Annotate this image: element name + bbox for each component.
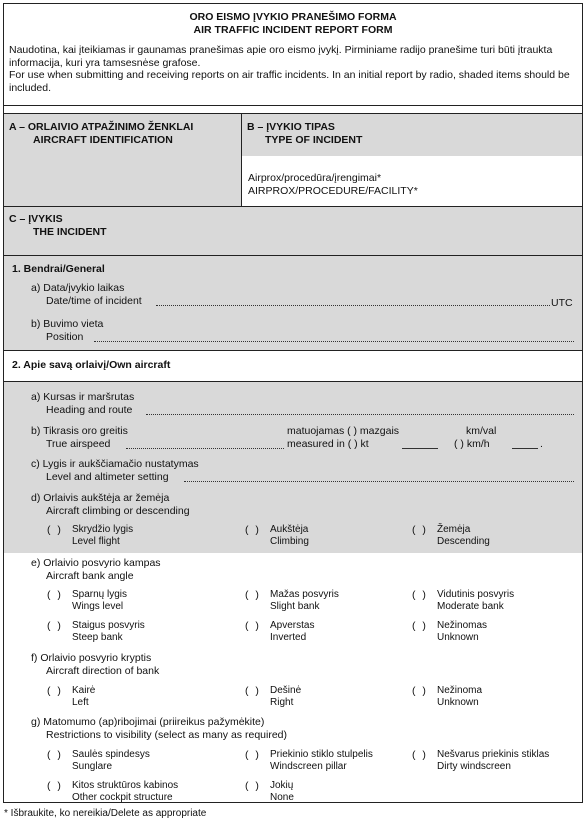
section-c-title-lt: C – ĮVYKIS <box>9 213 63 225</box>
form-title-en: AIR TRAFFIC INCIDENT REPORT FORM <box>193 24 393 36</box>
km-per-hour-checkbox[interactable]: ( ) km/h <box>454 438 490 450</box>
section-b-title-lt: B – ĮVYKIO TIPAS <box>247 121 335 133</box>
checkbox[interactable]: ( ) <box>245 620 261 632</box>
checkbox[interactable]: ( ) <box>47 620 63 632</box>
section-a <box>4 113 242 206</box>
option-lt: Aukštėja <box>270 524 309 535</box>
checkbox[interactable]: ( ) <box>47 780 63 792</box>
option-lt: Nešvarus priekinis stiklas <box>437 749 550 760</box>
option-en: Slight bank <box>270 601 320 612</box>
option-en: Steep bank <box>72 632 123 643</box>
option-lt: Kitos struktūros kabinos <box>72 780 179 791</box>
option-lt: Nežinomas <box>437 620 488 631</box>
climb-descend-label-lt: d) Orlaivis aukštėja ar žemėja <box>31 492 170 504</box>
own-aircraft-shaded <box>4 382 582 553</box>
option-en: Windscreen pillar <box>270 761 347 772</box>
option-lt: Dešinė <box>270 685 302 696</box>
airspeed-measured-lt: matuojamas ( ) mazgais <box>287 425 400 437</box>
checkbox[interactable]: ( ) <box>47 749 63 761</box>
option-en: Dirty windscreen <box>437 761 511 772</box>
checkbox[interactable]: ( ) <box>412 620 428 632</box>
airspeed-label <box>31 425 128 451</box>
option-lt: Priekinio stiklo stulpelis <box>270 749 373 760</box>
heading-route-label-en: Heading and route <box>46 404 133 416</box>
date-time-field[interactable] <box>156 296 550 306</box>
form-title <box>4 11 582 37</box>
heading-route-label <box>31 391 134 417</box>
incident-type-option-en: AIRPROX/PROCEDURE/FACILITY* <box>248 185 418 197</box>
section-c-title <box>9 213 107 239</box>
general-section <box>4 256 582 350</box>
level-altimeter-label-en: Level and altimeter setting <box>46 471 169 483</box>
km-per-hour-lt: km/val <box>466 425 497 437</box>
checkbox[interactable]: ( ) <box>245 780 261 792</box>
incident-type-option[interactable] <box>248 172 418 198</box>
divider <box>4 105 582 106</box>
level-altimeter-field[interactable] <box>184 472 574 482</box>
date-time-label <box>31 282 142 308</box>
section-a-title <box>9 121 193 147</box>
position-label-en: Position <box>46 331 84 343</box>
airspeed-unit-label <box>287 425 399 451</box>
climb-descend-label-en: Aircraft climbing or descending <box>46 505 190 517</box>
option-lt: Staigus posvyris <box>72 620 145 631</box>
intro-en: For use when submitting and receiving reports on air traffic incidents. In an initial report by radio, shaded items should be included. <box>9 69 570 94</box>
airspeed-period: . <box>540 438 543 450</box>
airspeed-field[interactable] <box>126 439 284 449</box>
bank-direction-label <box>31 652 159 678</box>
option-en: Descending <box>437 536 490 547</box>
option-lt: Jokių <box>270 780 294 791</box>
airspeed-measured-en: measured in ( ) kt <box>287 438 369 450</box>
option-en: Left <box>72 697 89 708</box>
incident-type-option-lt: Airprox/procedūra/įrengimai* <box>248 172 382 184</box>
checkbox[interactable]: ( ) <box>412 589 428 601</box>
checkbox[interactable]: ( ) <box>245 749 261 761</box>
checkbox[interactable]: ( ) <box>245 589 261 601</box>
option-en: Right <box>270 697 294 708</box>
option-en: Unknown <box>437 632 479 643</box>
checkbox[interactable]: ( ) <box>47 524 63 536</box>
section-b-header <box>242 113 582 156</box>
option-lt: Saulės spindesys <box>72 749 150 760</box>
bank-direction-label-en: Aircraft direction of bank <box>46 665 160 677</box>
intro-lt: Naudotina, kai įteikiamas ir gaunamas pranešimas apie oro eismo įvykį. Pirminiame radijo pranešime turi būti įtraukta informacija, kuri yra tamsesnėse grafose. <box>9 44 553 69</box>
option-en: Level flight <box>72 536 120 547</box>
divider <box>4 113 582 114</box>
section-b-title-en: TYPE OF INCIDENT <box>265 134 363 146</box>
checkbox[interactable]: ( ) <box>412 749 428 761</box>
heading-route-field[interactable] <box>146 405 574 415</box>
option-en: None <box>270 792 294 803</box>
general-heading: 1. Bendrai/General <box>12 263 105 275</box>
section-c <box>4 207 582 255</box>
option-lt: Vidutinis posvyris <box>437 589 515 600</box>
level-altimeter-label-lt: c) Lygis ir aukščiamačio nustatymas <box>31 458 199 470</box>
bank-angle-label-lt: e) Orlaivio posvyrio kampas <box>31 557 161 569</box>
option-lt: Sparnų lygis <box>72 589 128 600</box>
footnote: * Išbraukite, ko nereikia/Delete as appropriate <box>4 808 207 819</box>
option-lt: Kairė <box>72 685 96 696</box>
visibility-label <box>31 716 287 742</box>
option-lt: Apverstas <box>270 620 315 631</box>
section-b-title <box>247 121 362 147</box>
date-time-label-en: Date/time of incident <box>46 295 142 307</box>
checkbox[interactable]: ( ) <box>245 685 261 697</box>
airspeed-label-lt: b) Tikrasis oro greitis <box>31 425 128 437</box>
divider <box>4 350 582 351</box>
climb-descend-label <box>31 492 190 518</box>
utc-unit: UTC <box>551 297 573 309</box>
form-title-lt: ORO EISMO ĮVYKIO PRANEŠIMO FORMA <box>189 11 397 23</box>
section-a-title-en: AIRCRAFT IDENTIFICATION <box>33 134 173 146</box>
checkbox[interactable]: ( ) <box>412 524 428 536</box>
section-a-title-lt: A – ORLAIVIO ATPAŽINIMO ŽENKLAI <box>9 121 194 133</box>
bank-angle-label <box>31 557 161 583</box>
option-en: Sunglare <box>72 761 113 772</box>
form-intro <box>9 44 579 94</box>
checkbox[interactable]: ( ) <box>245 524 261 536</box>
checkbox[interactable]: ( ) <box>47 589 63 601</box>
option-en: Wings level <box>72 601 124 612</box>
section-c-title-en: THE INCIDENT <box>33 226 107 238</box>
option-en: Unknown <box>437 697 479 708</box>
option-en: Other cockpit structure <box>72 792 173 803</box>
bank-direction-label-lt: f) Orlaivio posvyrio kryptis <box>31 652 152 664</box>
position-label <box>31 318 103 344</box>
visibility-label-lt: g) Matomumo (ap)ribojimai (priireikus pažymėkite) <box>31 716 265 728</box>
visibility-label-en: Restrictions to visibility (select as many as required) <box>46 729 287 741</box>
airspeed-label-en: True airspeed <box>46 438 111 450</box>
bank-angle-label-en: Aircraft bank angle <box>46 570 134 582</box>
option-lt: Mažas posvyris <box>270 589 339 600</box>
option-lt: Žemėja <box>437 524 471 535</box>
option-en: Climbing <box>270 536 309 547</box>
level-altimeter-label <box>31 458 199 484</box>
option-en: Moderate bank <box>437 601 504 612</box>
airspeed-kmh-field[interactable] <box>512 439 538 449</box>
position-label-lt: b) Buvimo vieta <box>31 318 104 330</box>
report-form <box>3 3 583 803</box>
date-time-label-lt: a) Data/įvykio laikas <box>31 282 125 294</box>
checkbox[interactable]: ( ) <box>47 685 63 697</box>
option-lt: Nežinoma <box>437 685 483 696</box>
option-lt: Skrydžio lygis <box>72 524 134 535</box>
position-field[interactable] <box>94 332 574 342</box>
own-aircraft-heading: 2. Apie savą orlaivį/Own aircraft <box>12 359 171 371</box>
option-en: Inverted <box>270 632 307 643</box>
heading-route-label-lt: a) Kursas ir maršrutas <box>31 391 135 403</box>
airspeed-kt-field[interactable] <box>402 439 438 449</box>
checkbox[interactable]: ( ) <box>412 685 428 697</box>
